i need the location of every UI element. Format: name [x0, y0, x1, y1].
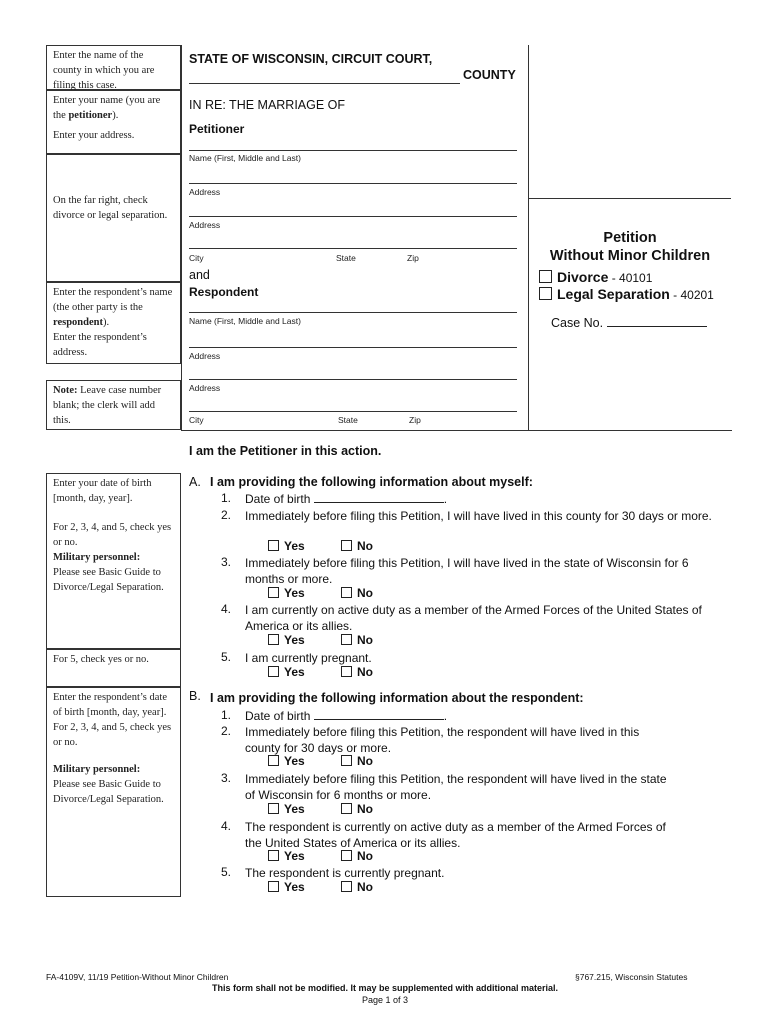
note-box-resp-dob — [46, 687, 181, 897]
legal-separation-checkbox[interactable] — [539, 287, 552, 300]
b2-yes-checkbox[interactable] — [268, 755, 279, 766]
a5-no-checkbox[interactable] — [341, 666, 352, 677]
a5-item: I am currently pregnant. — [245, 651, 372, 665]
a2-yes-checkbox[interactable] — [268, 540, 279, 551]
legal-separation-option[interactable]: Legal Separation - 40201 — [539, 286, 714, 302]
petitioner-city-field[interactable] — [189, 248, 517, 249]
petitioner-statement: I am the Petitioner in this action. — [189, 444, 382, 458]
a4-yes[interactable]: Yes — [268, 633, 305, 647]
note-county: Enter the name of the county in which you are filing this case. — [53, 50, 155, 91]
a1-number: 1. — [221, 491, 232, 505]
note-case-text: Leave case number blank; the clerk will add this. — [53, 385, 162, 426]
b4-yes-checkbox[interactable] — [268, 850, 279, 861]
note-check-divorce: On the far right, check divorce or legal separation. — [53, 195, 168, 221]
petitioner-address-label-2: Address — [189, 220, 221, 230]
b2-no-checkbox[interactable] — [341, 755, 352, 766]
footer-page-number: Page 1 of 3 — [361, 995, 409, 1005]
note-check-2345: For 2, 3, 4, and 5, check yes or no. — [53, 522, 172, 548]
respondent-city-field[interactable] — [189, 411, 517, 412]
b4-no[interactable]: No — [341, 849, 373, 863]
b1-dob-field[interactable] — [314, 708, 444, 720]
form-title — [530, 229, 730, 265]
note-address: Enter your address. — [53, 130, 135, 141]
a2-no-checkbox[interactable] — [341, 540, 352, 551]
caption-top-right-rule — [528, 198, 731, 199]
respondent-address-field-1[interactable] — [189, 347, 517, 348]
a4-yes-checkbox[interactable] — [268, 634, 279, 645]
county-label: COUNTY — [463, 68, 516, 82]
b5-yes[interactable]: Yes — [268, 880, 305, 894]
petitioner-state-label: State — [336, 253, 356, 263]
b3-item: Immediately before filing this Petition, the respondent will have lived in the state of Wisconsin for 6 months or more. — [245, 772, 667, 802]
form-title-line2: Without Minor Children — [549, 248, 711, 264]
b5-yes-checkbox[interactable] — [268, 881, 279, 892]
a4-no[interactable]: No — [341, 633, 373, 647]
note-label: Note: — [53, 385, 78, 396]
b4-yes[interactable]: Yes — [268, 849, 305, 863]
petitioner-address-field-1[interactable] — [189, 183, 517, 184]
a5-no[interactable]: No — [341, 665, 373, 679]
a1-dob-field[interactable] — [314, 491, 444, 503]
a3-no-checkbox[interactable] — [341, 587, 352, 598]
case-number — [551, 315, 707, 330]
case-number-field[interactable] — [607, 315, 707, 327]
petitioner-address-field-2[interactable] — [189, 216, 517, 217]
a3-yes[interactable]: Yes — [268, 586, 305, 600]
respondent-name-label: Name (First, Middle and Last) — [189, 316, 301, 326]
note-box-petitioner — [46, 90, 181, 154]
note-resp-name: Enter the respondent’s name (the other party is the respondent). — [53, 287, 173, 328]
petitioner-label: Petitioner — [189, 122, 245, 136]
b3-no[interactable]: No — [341, 802, 373, 816]
note-check-5: For 5, check yes or no. — [53, 654, 149, 665]
respondent-state-label: State — [338, 415, 358, 425]
note-resp-address: Enter the respondent’s address. — [53, 332, 147, 358]
section-b-title: I am providing the following information about the respondent: — [210, 691, 584, 705]
section-a-letter: A. — [189, 475, 201, 489]
section-b-letter: B. — [189, 689, 201, 703]
b4-no-checkbox[interactable] — [341, 850, 352, 861]
b3-no-checkbox[interactable] — [341, 803, 352, 814]
a1-item: Date of birth . — [245, 492, 448, 506]
b2-yes[interactable]: Yes — [268, 754, 305, 768]
footer-form-id: FA-4109V, 11/19 Petition-Without Minor Children — [46, 972, 229, 982]
note-box-dob — [46, 473, 181, 649]
b5-no[interactable]: No — [341, 880, 373, 894]
case-number-label: Case No. — [551, 316, 604, 330]
respondent-address-field-2[interactable] — [189, 379, 517, 380]
footer-statute: §767.215, Wisconsin Statutes — [575, 972, 688, 982]
court-header: STATE OF WISCONSIN, CIRCUIT COURT, — [189, 52, 433, 66]
a4-number: 4. — [221, 602, 232, 616]
respondent-address-label-1: Address — [189, 351, 221, 361]
a3-no[interactable]: No — [341, 586, 373, 600]
b1-number: 1. — [221, 708, 232, 722]
a5-yes-checkbox[interactable] — [268, 666, 279, 677]
respondent-city-label: City — [189, 415, 204, 425]
county-line[interactable] — [189, 83, 460, 84]
note-box-respondent — [46, 282, 181, 364]
respondent-address-label-2: Address — [189, 383, 221, 393]
note-box-check — [46, 154, 181, 282]
note-box-case — [46, 380, 181, 430]
petitioner-address-label-1: Address — [189, 187, 221, 197]
a4-item: I am currently on active duty as a member of the Armed Forces of the United States of America or its allies. — [245, 603, 702, 633]
petitioner-name-field[interactable] — [189, 150, 517, 151]
caption-divider-left — [181, 45, 182, 430]
caption-bottom-rule — [181, 430, 732, 431]
petitioner-city-label: City — [189, 253, 204, 263]
note-box-county — [46, 45, 181, 90]
form-title-line1: Petition — [603, 230, 657, 246]
b4-number: 4. — [221, 819, 232, 833]
a2-no[interactable]: No — [341, 539, 373, 553]
respondent-name-field[interactable] — [189, 312, 517, 313]
and-label: and — [189, 268, 210, 282]
note-box-check5 — [46, 649, 181, 687]
a3-yes-checkbox[interactable] — [268, 587, 279, 598]
note-check-2345-b: For 2, 3, 4, and 5, check yes or no. — [53, 722, 172, 748]
respondent-zip-label: Zip — [409, 415, 421, 425]
note-name: Enter your name (you are the petitioner). — [53, 95, 161, 121]
caption-divider-right — [528, 45, 529, 430]
divorce-checkbox[interactable] — [539, 270, 552, 283]
b4-item: The respondent is currently on active duty as a member of the Armed Forces of the United States of America or its allies. — [245, 820, 666, 850]
b5-no-checkbox[interactable] — [341, 881, 352, 892]
b2-number: 2. — [221, 724, 232, 738]
b2-item: Immediately before filing this Petition, the respondent will have lived in this county for 30 days or more. — [245, 725, 640, 755]
petitioner-zip-label: Zip — [407, 253, 419, 263]
note-dob: Enter your date of birth [month, day, year]. — [53, 478, 152, 504]
a3-number: 3. — [221, 555, 232, 569]
divorce-option[interactable]: Divorce - 40101 — [539, 269, 652, 285]
a2-yes[interactable]: Yes — [268, 539, 305, 553]
b5-number: 5. — [221, 865, 232, 879]
a5-number: 5. — [221, 650, 232, 664]
a4-no-checkbox[interactable] — [341, 634, 352, 645]
b3-number: 3. — [221, 771, 232, 785]
note-military-b: Military personnel: Please see Basic Guide to Divorce/Legal Separation. — [53, 764, 164, 805]
a2-number: 2. — [221, 508, 232, 522]
footer-notice: This form shall not be modified. It may be supplemented with additional material. — [211, 983, 559, 993]
b1-item: Date of birth . — [245, 709, 448, 723]
b5-item: The respondent is currently pregnant. — [245, 866, 445, 880]
respondent-label: Respondent — [189, 285, 259, 299]
b3-yes-checkbox[interactable] — [268, 803, 279, 814]
in-re-label: IN RE: THE MARRIAGE OF — [189, 98, 346, 112]
a3-item: Immediately before filing this Petition, I will have lived in the state of Wisconsin for 6 months or more. — [245, 556, 689, 586]
a2-item: Immediately before filing this Petition, I will have lived in this county for 30 days or more. — [245, 509, 712, 523]
section-a-title: I am providing the following information about myself: — [210, 475, 533, 489]
b2-no[interactable]: No — [341, 754, 373, 768]
b3-yes[interactable]: Yes — [268, 802, 305, 816]
petitioner-name-label: Name (First, Middle and Last) — [189, 153, 301, 163]
note-resp-dob: Enter the respondent’s date of birth [month, day, year]. — [53, 692, 168, 718]
note-military: Military personnel: Please see Basic Guide to Divorce/Legal Separation. — [53, 552, 164, 593]
a5-yes[interactable]: Yes — [268, 665, 305, 679]
